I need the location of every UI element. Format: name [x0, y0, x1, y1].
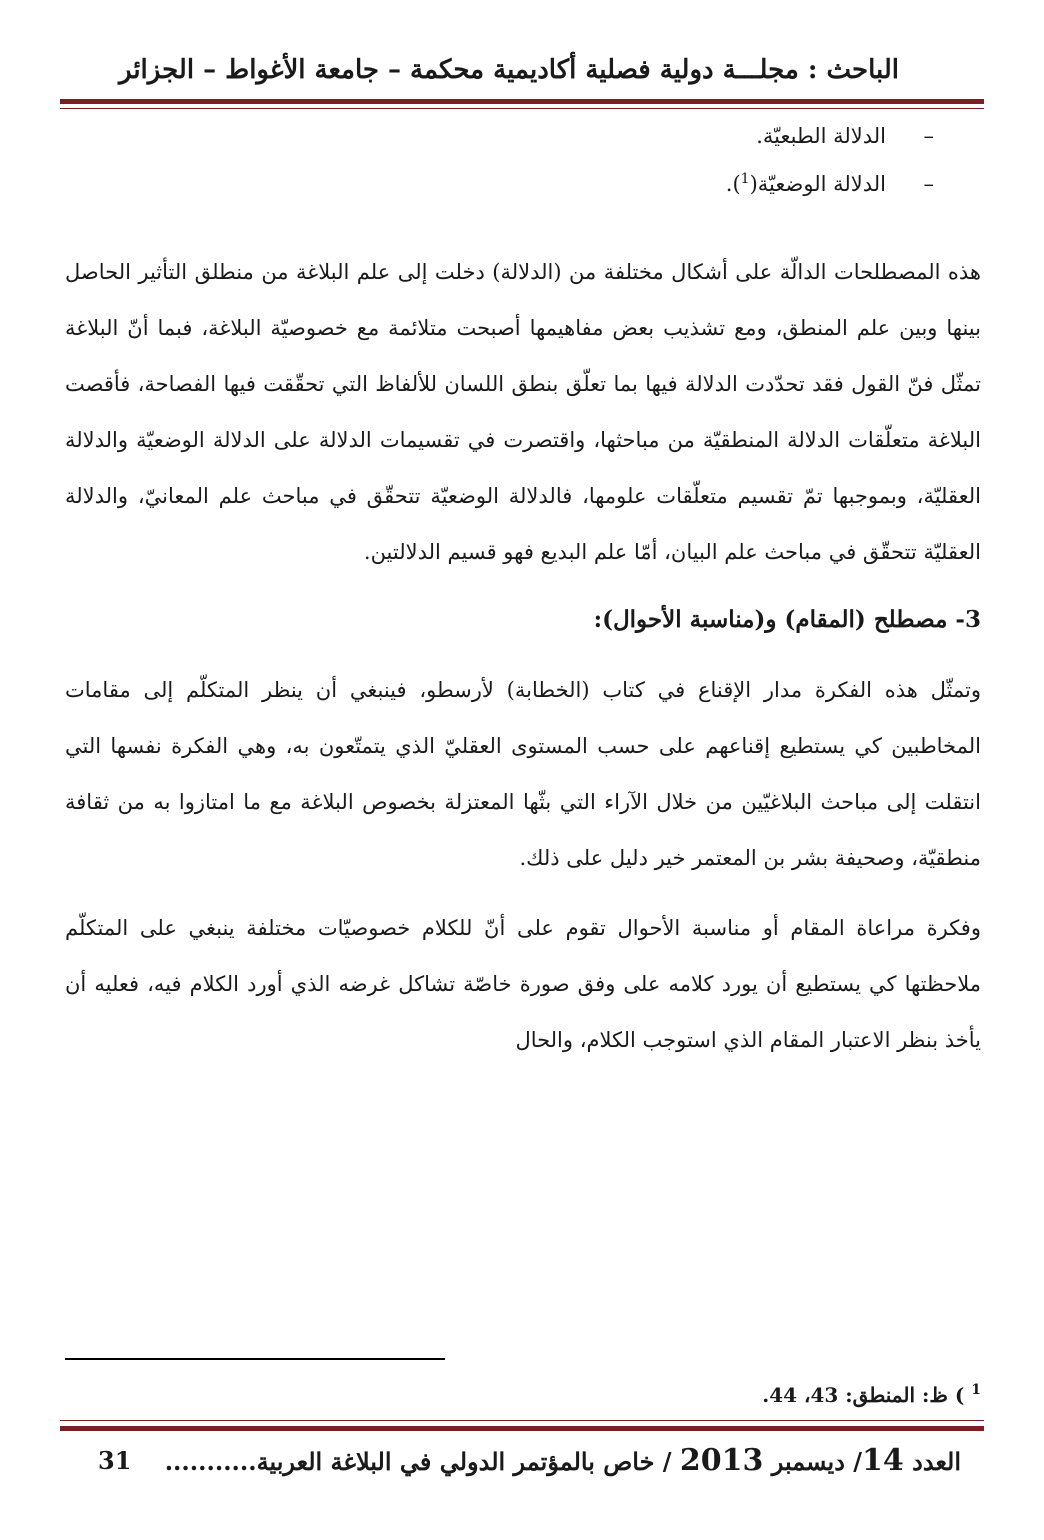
- footer-rule-thin: [60, 1420, 984, 1421]
- bullet-text: الدلالة الوضعيّة(: [749, 172, 886, 196]
- paragraph-ahwal: وفكرة مراعاة المقام أو مناسبة الأحوال تقوم على أنّ للكلام خصوصيّات مختلفة ينبغي على المتكلّم ملاحظتها كي يستطيع أن يورد كلامه على وفق صورة خاصّة تشاكل غرضه الذي أورد الكلام فيه، فعليه أن يأخذ بنظر الاعتبار المقام الذي استوجب الكلام، والحال: [65, 916, 981, 1052]
- bullet-dash: –: [923, 172, 934, 196]
- bullet-dash: –: [923, 124, 934, 148]
- header-rule-thin: [60, 108, 984, 109]
- footnote-text: ) ظ: المنطق: 43، 44.: [762, 1383, 965, 1407]
- footnote-number: 1: [971, 1382, 981, 1398]
- bullet-text: الدلالة الطبعيّة.: [756, 124, 886, 148]
- section-heading: 3- مصطلح (المقام) و(مناسبة الأحوال):: [593, 606, 981, 633]
- bullet-item: [65, 168, 981, 216]
- article-body: [65, 120, 981, 1068]
- footnote: [65, 1375, 981, 1415]
- bullet-item: [65, 120, 981, 168]
- journal-header-title: الباحث : مجلـــة دولية فصلية أكاديمية محكمة – جامعة الأغواط – الجزائر: [118, 55, 899, 85]
- footer-month: / ديسمبر: [771, 1447, 863, 1476]
- footer-issue-number: 14: [862, 1443, 904, 1478]
- footer-issue-label: العدد: [912, 1447, 961, 1476]
- footer-rule-thick: [60, 1426, 984, 1431]
- footer-conference: / خاص بالمؤتمر الدولي في البلاغة العربية...........: [164, 1447, 672, 1476]
- header-rule-thick: [60, 99, 984, 104]
- bullet-list: [65, 120, 981, 216]
- footnote-ref[interactable]: 1: [740, 171, 750, 187]
- bullet-text-end: ).: [725, 172, 741, 196]
- journal-footer: [90, 1440, 961, 1483]
- paragraph-dalala: هذه المصطلحات الدالّة على أشكال مختلفة من (الدلالة) دخلت إلى علم البلاغة من منطلق التأثير الحاصل بينها وبين علم المنطق، ومع تشذيب بعض مفاهيمها أصبحت متلائمة مع خصوصيّة البلاغة، فبما أنّ البلاغة تمثّل فنّ القول فقد تحدّدت الدلالة فيها بما تعلّق بنطق اللسان للألفاظ التي تحقّقت فيها الفصاحة، فأقصت البلاغة متعلّقات الدلالة المنطقيّة من مباحثها، واقتصرت في تقسيمات الدلالة على الدلالة الوضعيّة والدلالة العقليّة، وبموجبها تمّ تقسيم متعلّقات علومها، فالدلالة الوضعيّة تتحقّق في مباحث علم المعانيّ، والدلالة العقليّة تتحقّق في مباحث علم البيان، أمّا علم البديع فهو قسيم الدلالتين.: [65, 260, 981, 564]
- footer-year: 2013: [679, 1443, 764, 1478]
- paragraph-maqam: وتمثّل هذه الفكرة مدار الإقناع في كتاب (الخطابة) لأرسطو، فينبغي أن ينظر المتكلّم إلى مقامات المخاطبين كي يستطيع إقناعهم على حسب المستوى العقليّ الذي يتمتّعون به، وهي الفكرة نفسها التي انتقلت إلى مباحث البلاغيّين من خلال الآراء التي بثّها المعتزلة بخصوص البلاغة مع ما امتازوا به من ثقافة منطقيّة، وصحيفة بشر بن المعتمر خير دليل على ذلك.: [65, 678, 981, 870]
- footnote-separator: [65, 1358, 445, 1360]
- page-number: 31: [98, 1446, 132, 1475]
